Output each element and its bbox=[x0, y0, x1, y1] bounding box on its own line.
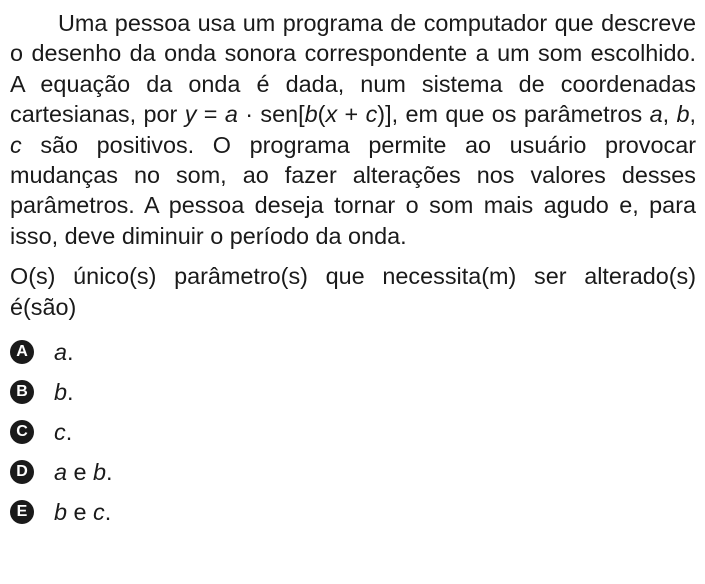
option-var: a bbox=[54, 459, 68, 486]
option-e[interactable] bbox=[10, 492, 696, 532]
option-letter-badge: B bbox=[10, 380, 34, 404]
question bbox=[10, 8, 696, 532]
option-letter-badge: C bbox=[10, 420, 34, 444]
option-end: . bbox=[67, 339, 74, 366]
equation-paren: ( bbox=[317, 101, 326, 128]
option-a[interactable] bbox=[10, 332, 696, 372]
equation-c: c bbox=[365, 101, 378, 128]
equation-sen: · sen[ bbox=[237, 101, 305, 128]
stem-text: , bbox=[689, 101, 696, 128]
option-var: b bbox=[93, 459, 107, 486]
param-a: a bbox=[649, 101, 663, 128]
equation-equals: = bbox=[196, 101, 225, 128]
option-end: . bbox=[67, 379, 74, 406]
param-c: c bbox=[10, 131, 22, 158]
answer-options bbox=[10, 332, 696, 532]
stem-text: , bbox=[662, 101, 677, 128]
option-letter-badge: E bbox=[10, 500, 34, 524]
stem-text: Uma pessoa usa um programa de computador que descreve o desenho da onda sonora correspondente a um som escolhido. A equação da onda é dada, num sistema de coordenadas cartesianas, por bbox=[10, 10, 696, 128]
option-end: . bbox=[65, 419, 73, 446]
option-letter-badge: D bbox=[10, 460, 34, 484]
stem-text: são positivos. O programa permite ao usuário provocar mudanças no som, ao fazer alterações nos valores desses parâmetros. A pessoa deseja tornar o som mais agudo e, para isso, deve diminuir o período da onda. bbox=[10, 131, 696, 249]
option-text bbox=[54, 497, 111, 527]
option-var: b bbox=[54, 379, 68, 406]
stem-text: em que os parâmetros bbox=[398, 101, 650, 128]
option-end: . bbox=[104, 499, 112, 526]
option-text bbox=[54, 457, 113, 487]
equation-x: x bbox=[325, 101, 338, 128]
question-stem bbox=[10, 8, 696, 251]
option-end: . bbox=[106, 459, 113, 486]
option-var: c bbox=[93, 499, 105, 526]
option-text bbox=[54, 377, 74, 407]
option-text bbox=[54, 337, 74, 367]
equation-y: y bbox=[184, 101, 197, 128]
option-c[interactable] bbox=[10, 412, 696, 452]
question-prompt: O(s) único(s) parâmetro(s) que necessita(m) ser alterado(s) é(são) bbox=[10, 263, 696, 320]
equation-plus: + bbox=[337, 101, 366, 128]
option-text bbox=[54, 417, 72, 447]
option-conjunction: e bbox=[67, 459, 94, 486]
equation-close: )], bbox=[377, 101, 399, 128]
option-b[interactable] bbox=[10, 372, 696, 412]
option-var: c bbox=[54, 419, 66, 446]
option-conjunction: e bbox=[67, 499, 94, 526]
option-var: a bbox=[54, 339, 68, 366]
equation-a: a bbox=[224, 101, 238, 128]
option-var: b bbox=[54, 499, 68, 526]
param-b: b bbox=[676, 101, 690, 128]
equation-b: b bbox=[304, 101, 318, 128]
option-letter-badge: A bbox=[10, 340, 34, 364]
option-d[interactable] bbox=[10, 452, 696, 492]
